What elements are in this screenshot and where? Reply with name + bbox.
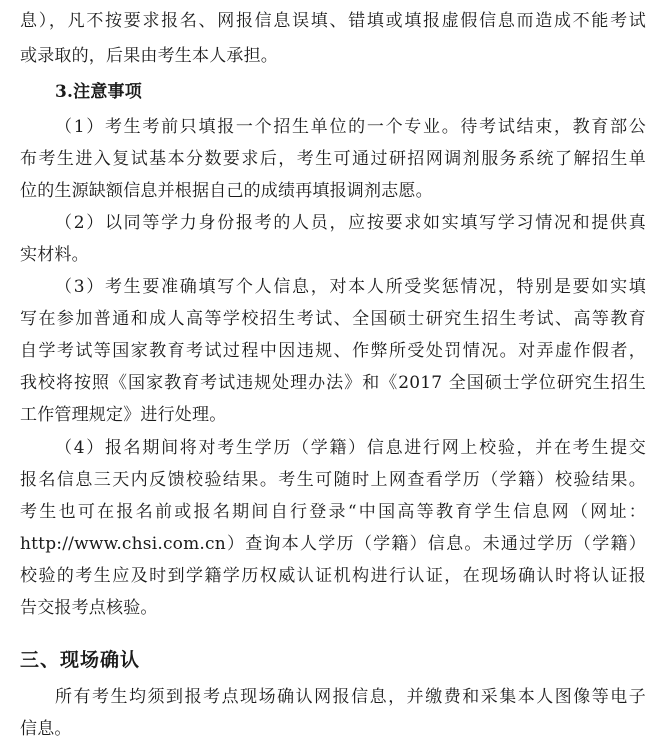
section-heading-2: 三、现场确认 bbox=[20, 649, 141, 671]
paragraph-line: 布考生进入复试基本分数要求后，考生可通过研招网调剂服务系统了解招生单 bbox=[20, 149, 646, 169]
paragraph-line: 息），凡不按要求报名、网报信息误填、错填或填报虚假信息而造成不能考试 bbox=[20, 11, 646, 31]
paragraph-line: 信息。 bbox=[20, 719, 72, 739]
paragraph-line: 告交报考点核验。 bbox=[20, 598, 158, 618]
paragraph-line: 所有考生均须到报考点现场确认网报信息，并缴费和采集本人图像等电子 bbox=[55, 687, 646, 707]
paragraph-line: 写在参加普通和成人高等学校招生考试、全国硕士研究生招生考试、高等教育 bbox=[20, 309, 646, 329]
paragraph-line: （4）报名期间将对考生学历（学籍）信息进行网上校验，并在考生提交 bbox=[55, 438, 646, 458]
paragraph-line: 自学考试等国家教育考试过程中因违规、作弊所受处罚情况。对弄虚作假者， bbox=[20, 341, 646, 361]
paragraph-line: 校验的考生应及时到学籍学历权威认证机构进行认证，在现场确认时将认证报 bbox=[20, 566, 646, 586]
paragraph-line: 实材料。 bbox=[20, 245, 89, 265]
paragraph-line: 我校将按照《国家教育考试违规处理办法》和《2017 全国硕士学位研究生招生 bbox=[20, 373, 646, 393]
section-heading-3: 3.注意事项 bbox=[55, 82, 142, 102]
paragraph-line: （2）以同等学力身份报考的人员，应按要求如实填写学习情况和提供真 bbox=[55, 213, 646, 233]
paragraph-line: 报名信息三天内反馈校验结果。考生可随时上网查看学历（学籍）校验结果。 bbox=[20, 470, 646, 490]
paragraph-line: 工作管理规定》进行处理。 bbox=[20, 405, 227, 425]
paragraph-line: 位的生源缺额信息并根据自己的成绩再填报调剂志愿。 bbox=[20, 181, 433, 201]
paragraph-line: （1）考生考前只填报一个招生单位的一个专业。待考试结束，教育部公 bbox=[55, 117, 646, 137]
paragraph-line: （3）考生要准确填写个人信息，对本人所受奖惩情况，特别是要如实填 bbox=[55, 277, 646, 297]
paragraph-line: http://www.chsi.com.cn）查询本人学历（学籍）信息。未通过学历（学籍） bbox=[20, 534, 646, 554]
paragraph-line: 考生也可在报名前或报名期间自行登录“中国高等教育学生信息网（网址： bbox=[20, 502, 646, 522]
paragraph-line: 或录取的，后果由考生本人承担。 bbox=[20, 46, 278, 66]
